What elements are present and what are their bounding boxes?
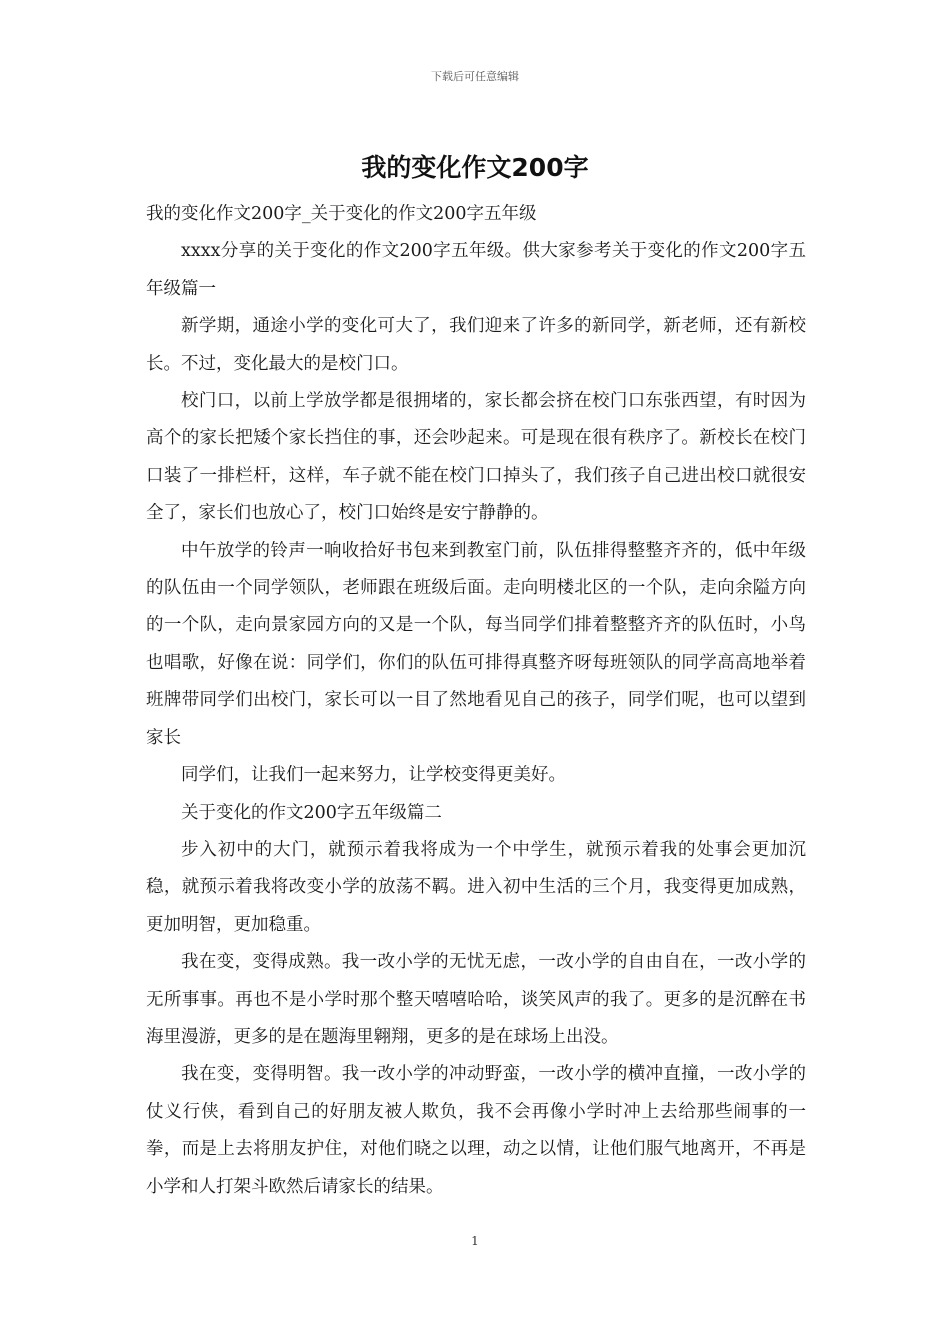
- paragraph: 我在变，变得成熟。我一改小学的无忧无虑，一改小学的自由自在，一改小学的无所事事。再也不是小学时那个整天嘻嘻哈哈，谈笑风声的我了。更多的是沉醉在书海里漫游，更多的是在题海里翱翔，更多的是在球场上出没。: [146, 952, 806, 1047]
- section-heading: 关于变化的作文200字五年级篇二: [181, 802, 442, 823]
- paragraph: 步入初中的大门，就预示着我将成为一个中学生，就预示着我的处事会更加沉稳，就预示着我将改变小学的放荡不羁。进入初中生活的三个月，我变得更加成熟，更加明智，更加稳重。: [146, 839, 806, 935]
- header-note: 下载后可任意编辑: [431, 70, 519, 83]
- paragraph: 我在变，变得明智。我一改小学的冲动野蛮，一改小学的横冲直撞，一改小学的仗义行侠，看到自己的好朋友被人欺负，我不会再像小学时冲上去给那些闹事的一拳，而是上去将朋友护住，对他们晓之以理，动之以情，让他们服气地离开，不再是小学和人打架斗欧然后请家长的结果。: [146, 1064, 806, 1197]
- document-title: 我的变化作文200字: [361, 153, 589, 182]
- paragraph: 新学期，通途小学的变化可大了，我们迎来了许多的新同学，新老师，还有新校长。不过，变化最大的是校门口。: [146, 316, 806, 374]
- page-number: 1: [471, 1234, 479, 1248]
- paragraph: 中午放学的铃声一响收拾好书包来到教室门前，队伍排得整整齐齐的，低中年级的队伍由一个同学领队，老师跟在班级后面。走向明楼北区的一个队，走向余隘方向的一个队，走向景家园方向的又是一个队，每当同学们排着整整齐齐的队伍时，小鸟也唱歌，好像在说：同学们，你们的队伍可排得真整齐呀每班领队的同学高高地举着班牌带同学们出校门，家长可以一目了然地看见自己的孩子，同学们呢，也可以望到家长: [146, 540, 806, 748]
- paragraph-subtitle: 我的变化作文200字_关于变化的作文200字五年级: [146, 204, 537, 224]
- paragraph: xxxx分享的关于变化的作文200字五年级。供大家参考关于变化的作文200字五年级篇一: [146, 241, 806, 299]
- paragraph: 校门口，以前上学放学都是很拥堵的，家长都会挤在校门口东张西望，有时因为高个的家长把矮个家长挡住的事，还会吵起来。可是现在很有秩序了。新校长在校门口装了一排栏杆，这样，车子就不能在校门口掉头了，我们孩子自己进出校口就很安全了，家长们也放心了，校门口始终是安宁静静的。: [146, 391, 806, 524]
- paragraph: 同学们，让我们一起来努力，让学校变得更美好。: [181, 765, 566, 786]
- document-body: [146, 196, 806, 1206]
